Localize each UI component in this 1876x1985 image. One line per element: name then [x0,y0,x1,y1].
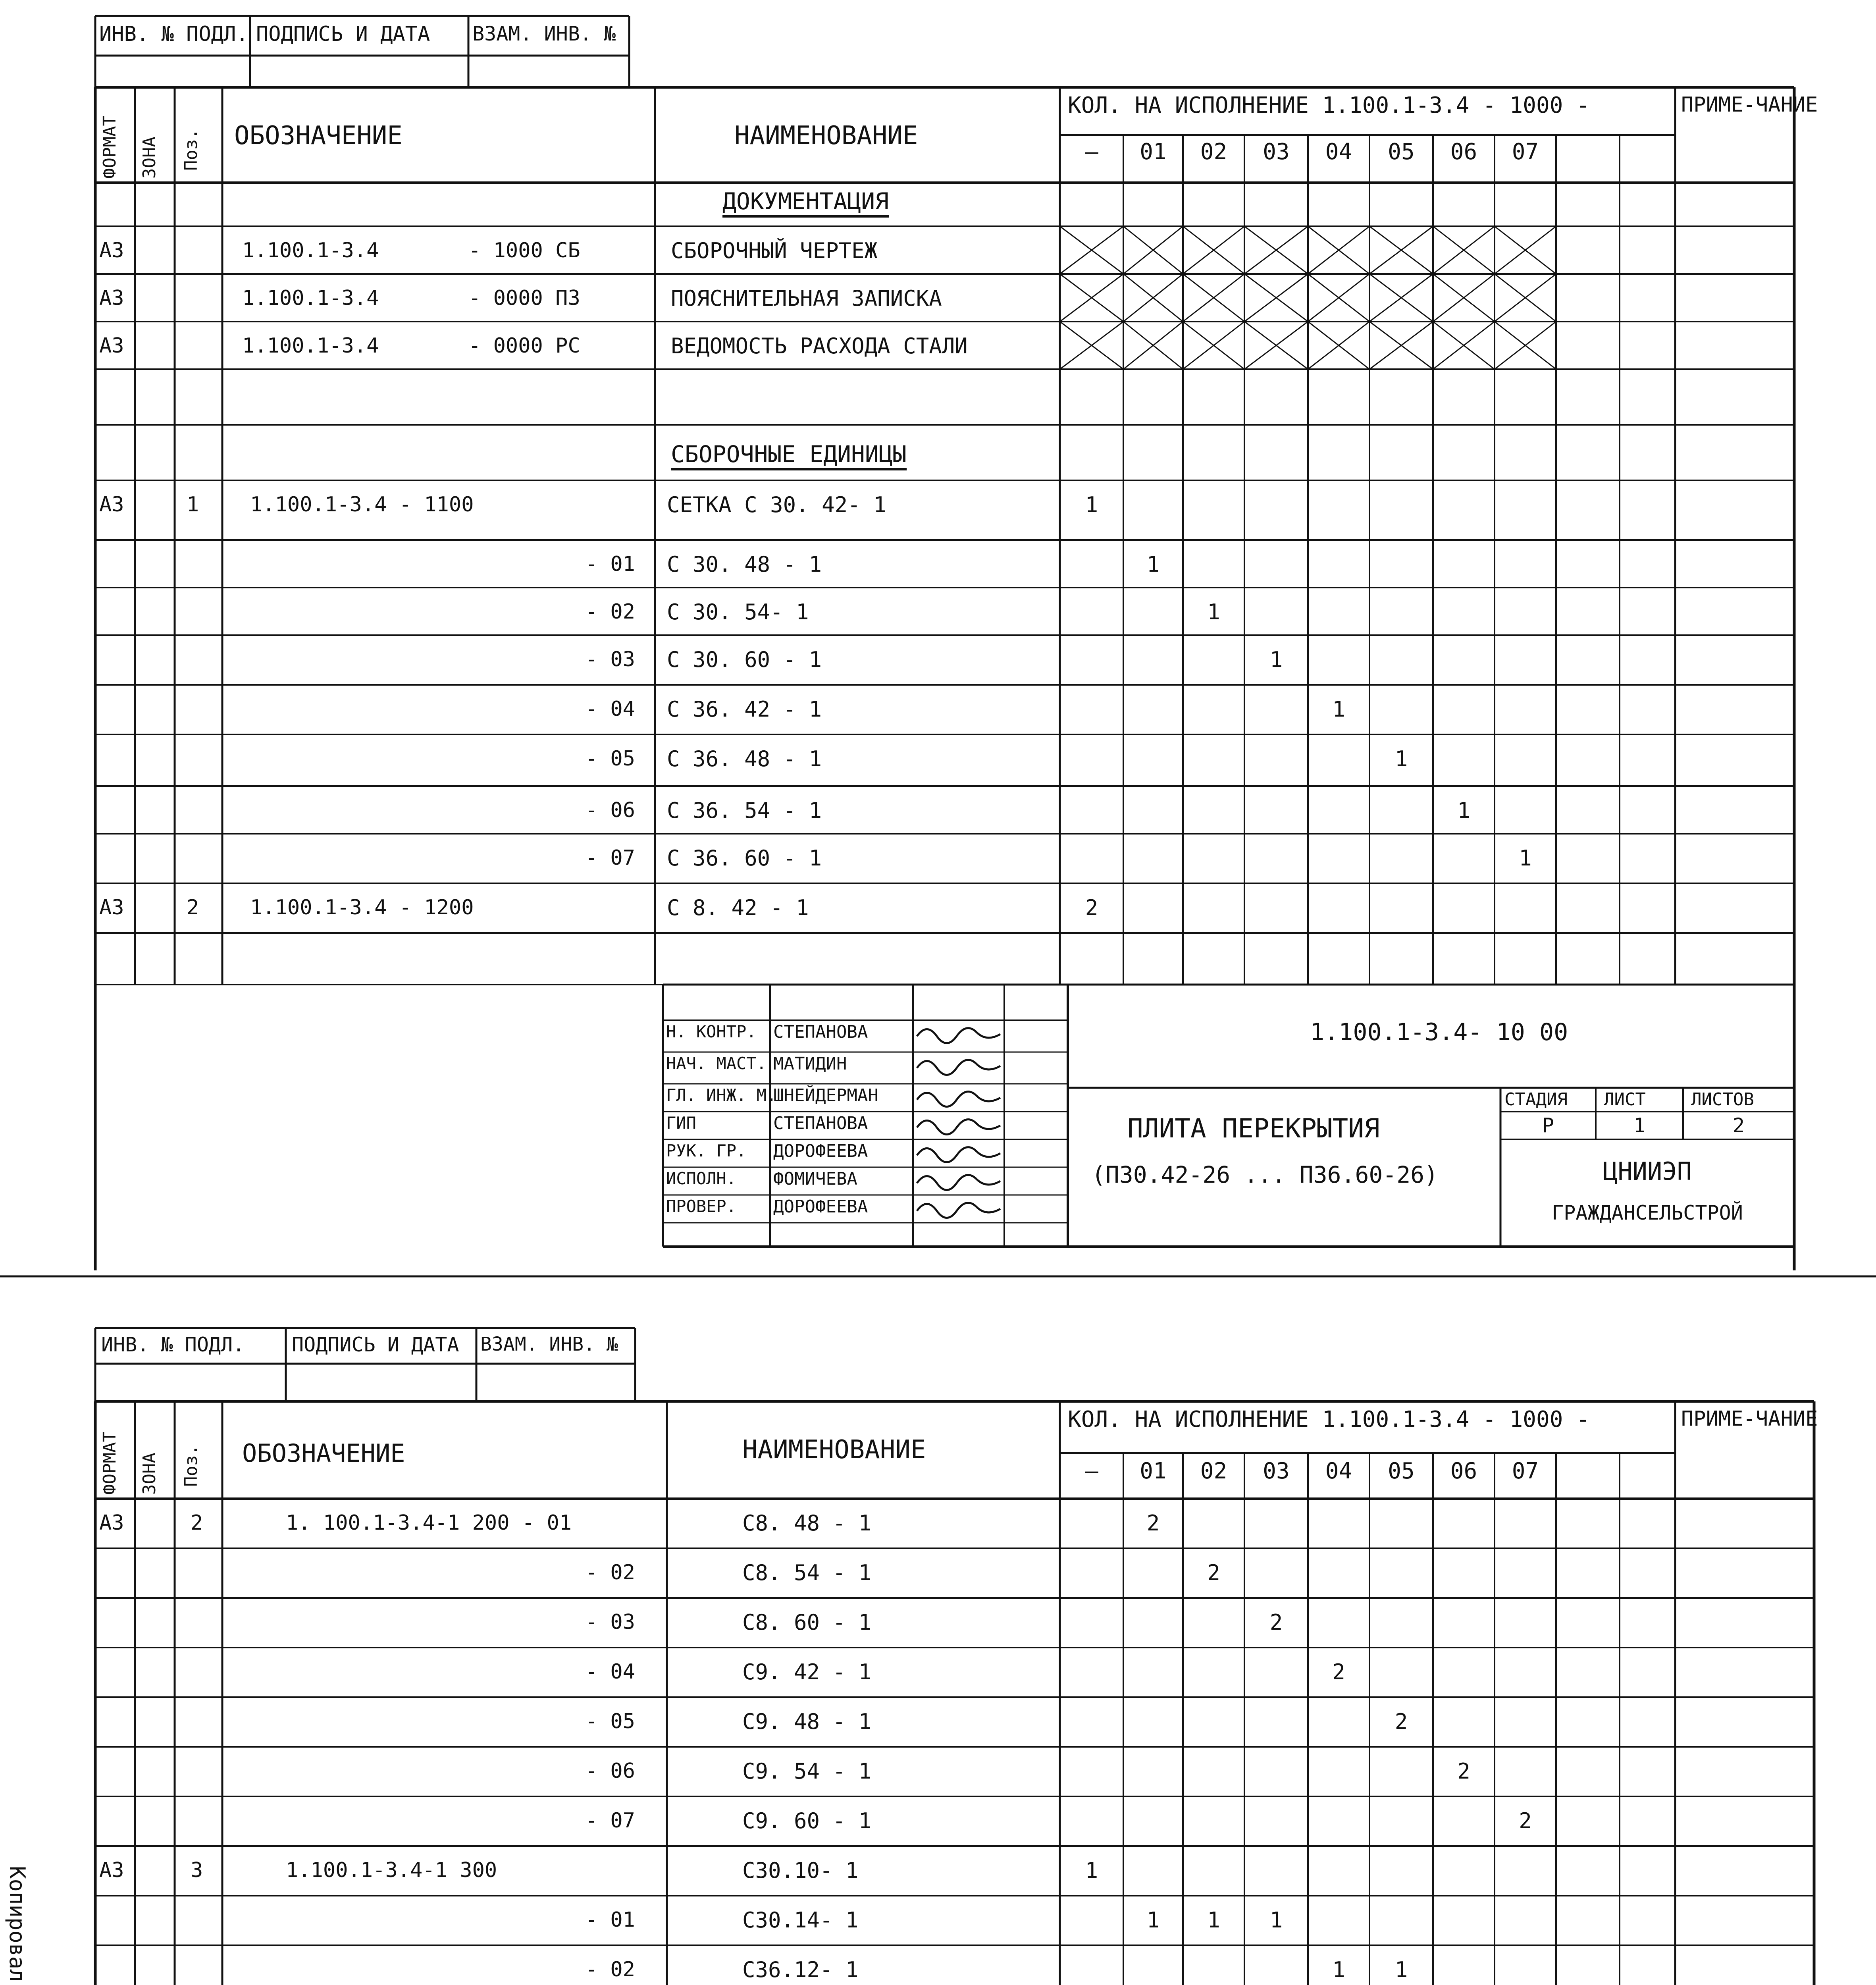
tb-name: ШНЕЙДЕРМАН [773,1085,878,1106]
tb-name: ДОРОФЕЕВА [773,1141,868,1161]
tb-sheets: 2 [1732,1114,1745,1137]
hdr-designation: ОБОЗНАЧЕНИЕ [234,121,403,150]
row-name: С 30. 48 - 1 [667,552,822,577]
signature-mark [917,1028,1000,1043]
exec-col-5: 05 [1388,139,1415,165]
exec2-col-6: 06 [1450,1458,1477,1484]
margin-copied: Копировал [5,1866,30,1982]
doc-suffix: - 0000 ПЗ [468,286,580,310]
row2-format: А3 [99,1858,124,1882]
exec2-col-7: 07 [1512,1458,1539,1484]
row2-designation: - 04 [585,1660,635,1684]
row2-name: С30.10- 1 [742,1858,859,1883]
exec-col-3: 03 [1263,139,1290,165]
doc-name: ВЕДОМОСТЬ РАСХОДА СТАЛИ [671,333,968,358]
exec-col-4: 04 [1325,139,1352,165]
row-qty: 1 [1457,798,1470,823]
row2-designation: - 06 [585,1759,635,1783]
stamp2-vzam-inv: ВЗАМ. ИНВ. № [480,1333,618,1355]
row-name: С 36. 54 - 1 [667,798,822,823]
exec-col-1: 01 [1140,139,1167,165]
hdr-format: ФОРМАТ [100,116,120,179]
row-format: А3 [99,896,124,919]
row-qty: 1 [1519,846,1532,871]
row2-qty: 2 [1519,1808,1532,1833]
row2-name: С8. 54 - 1 [742,1560,872,1585]
row-designation: - 06 [585,798,635,822]
row-designation: - 03 [585,648,635,671]
row-qty: 1 [1269,647,1283,672]
tb-stage-label: СТАДИЯ [1504,1089,1568,1110]
tb-org1: ЦНИИЭП [1603,1157,1692,1186]
doc-format: А3 [99,286,124,310]
row2-designation: - 05 [585,1709,635,1733]
row-name: СЕТКА С 30. 42- 1 [667,492,886,517]
row-name: С 36. 42 - 1 [667,697,822,722]
row-name: С 30. 54- 1 [667,599,809,624]
row-name: С 36. 60 - 1 [667,846,822,871]
row-qty: 1 [1394,746,1408,771]
row2-designation: - 02 [585,1958,635,1981]
exec-col-2: 02 [1200,139,1227,165]
stamp2-sign-date: ПОДПИСЬ И ДАТА [292,1333,459,1356]
tb-name: ДОРОФЕЕВА [773,1197,868,1217]
signature-mark [917,1120,1000,1135]
doc-suffix: - 0000 РС [468,334,580,358]
row2-qty: 1 [1269,1908,1283,1933]
tb-name: СТЕПАНОВА [773,1113,868,1133]
tb-stage: Р [1542,1114,1554,1137]
row-format: А3 [99,493,124,516]
tb-sheet: 1 [1633,1114,1646,1137]
row-designation: - 05 [585,747,635,771]
row2-format: А3 [99,1511,124,1535]
tb-sheet-label: ЛИСТ [1604,1089,1646,1110]
row2-pos: 2 [191,1511,203,1535]
row2-qty: 2 [1332,1659,1345,1684]
row2-qty: 1 [1332,1957,1345,1982]
tb-role: ГИП [666,1113,696,1133]
tb-name: СТЕПАНОВА [773,1022,868,1042]
tb-role: НАЧ. МАСТ. [666,1054,767,1073]
row2-name: С9. 60 - 1 [742,1808,872,1833]
tb-title: ПЛИТА ПЕРЕКРЫТИЯ [1127,1113,1380,1144]
hdr2-format: ФОРМАТ [100,1432,120,1495]
stamp2-inv-no: ИНВ. № ПОДЛ. [101,1333,245,1356]
row2-name: С9. 42 - 1 [742,1659,872,1684]
row2-qty: 1 [1394,1957,1408,1982]
doc-suffix: - 1000 СБ [468,239,580,262]
row2-designation: - 07 [585,1809,635,1833]
row2-qty: 2 [1146,1511,1160,1536]
stamp-sign-date: ПОДПИСЬ И ДАТА [256,22,430,46]
doc-name: СБОРОЧНЫЙ ЧЕРТЕЖ [671,238,878,263]
doc-designation: 1.100.1-3.4 [242,239,379,262]
section-docs: ДОКУМЕНТАЦИЯ [722,190,889,218]
hdr-note: ПРИМЕ-ЧАНИЕ [1681,93,1818,117]
row-qty: 1 [1085,492,1098,517]
row2-qty: 2 [1457,1759,1470,1784]
tb-role: ИСПОЛН. [666,1169,737,1188]
doc-format: А3 [99,239,124,262]
row2-qty: 1 [1146,1908,1160,1933]
hdr-name: НАИМЕНОВАНИЕ [734,121,918,150]
row2-name: С8. 60 - 1 [742,1610,872,1635]
row2-name: С8. 48 - 1 [742,1511,872,1536]
row-name: С 36. 48 - 1 [667,746,822,771]
row-designation: - 07 [585,846,635,870]
row-name: С 8. 42 - 1 [667,895,809,920]
stamp-inv-no: ИНВ. № ПОДЛ. [99,22,248,46]
hdr2-note: ПРИМЕ-ЧАНИЕ [1681,1407,1818,1431]
stamp-vzam-inv: ВЗАМ. ИНВ. № [472,22,616,45]
tb-role: ПРОВЕР. [666,1197,737,1216]
row2-qty: 1 [1207,1908,1220,1933]
row2-qty: 1 [1085,1858,1098,1883]
row-designation: - 02 [585,600,635,624]
tb-name: ФОМИЧЕВА [773,1169,857,1189]
hdr-qty-title: КОЛ. НА ИСПОЛНЕНИЕ 1.100.1-3.4 - 1000 - [1068,93,1590,118]
exec2-col-3: 03 [1263,1458,1290,1484]
tb-role: Н. КОНТР. [666,1022,757,1041]
row2-name: С9. 48 - 1 [742,1709,872,1734]
exec-col-0: — [1085,139,1098,165]
signature-mark [917,1175,1000,1190]
tb-subtitle: (П30.42-26 ... П36.60-26) [1092,1161,1438,1188]
doc-designation: 1.100.1-3.4 [242,334,379,358]
doc-name: ПОЯСНИТЕЛЬНАЯ ЗАПИСКА [671,286,942,311]
row2-qty: 2 [1207,1560,1220,1585]
hdr-pos: Поз. [181,129,201,171]
section-units: СБОРОЧНЫЕ ЕДИНИЦЫ [671,443,907,470]
tb-org2: ГРАЖДАНСЕЛЬСТРОЙ [1552,1201,1743,1224]
row2-designation: - 03 [585,1610,635,1634]
doc-format: А3 [99,334,124,358]
row2-designation: 1.100.1-3.4-1 300 [286,1858,497,1882]
row2-pos: 3 [191,1858,203,1882]
hdr2-zone: ЗОНА [139,1453,160,1495]
row-pos: 1 [187,493,199,516]
row-designation: 1.100.1-3.4 - 1100 [250,493,474,516]
row2-name: С30.14- 1 [742,1908,859,1933]
row2-designation: - 01 [585,1908,635,1932]
signature-mark [917,1092,1000,1107]
row-qty: 2 [1085,895,1098,920]
row-pos: 2 [187,896,199,919]
row-qty: 1 [1146,552,1160,577]
exec2-col-4: 04 [1325,1458,1352,1484]
exec2-col-5: 05 [1388,1458,1415,1484]
row2-name: С36.12- 1 [742,1957,859,1982]
exec2-col-1: 01 [1140,1458,1167,1484]
row-qty: 1 [1207,599,1220,624]
exec-col-6: 06 [1450,139,1477,165]
row-designation: - 01 [585,552,635,576]
row2-qty: 2 [1269,1610,1283,1635]
hdr2-pos: Поз. [181,1445,201,1487]
signature-mark [917,1203,1000,1218]
row-designation: 1.100.1-3.4 - 1200 [250,896,474,919]
tb-sheets-label: ЛИСТОВ [1691,1089,1754,1110]
hdr2-qty-title: КОЛ. НА ИСПОЛНЕНИЕ 1.100.1-3.4 - 1000 - [1068,1407,1590,1432]
exec2-col-2: 02 [1200,1458,1227,1484]
row-designation: - 04 [585,697,635,721]
tb-name: МАТИДИН [773,1054,847,1074]
row2-qty: 2 [1394,1709,1408,1734]
row2-name: С9. 54 - 1 [742,1759,872,1784]
signature-mark [917,1147,1000,1162]
tb-role: ГЛ. ИНЖ. М. [666,1085,777,1105]
signature-mark [917,1060,1000,1075]
row-qty: 1 [1332,697,1345,722]
doc-designation: 1.100.1-3.4 [242,286,379,310]
hdr-zone: ЗОНА [139,137,160,179]
row2-designation: 1. 100.1-3.4-1 200 - 01 [286,1511,572,1535]
exec2-col-0: — [1085,1458,1098,1484]
row2-designation: - 02 [585,1561,635,1584]
hdr2-name: НАИМЕНОВАНИЕ [742,1435,926,1465]
tb-code: 1.100.1-3.4- 10 00 [1310,1018,1568,1046]
row-name: С 30. 60 - 1 [667,647,822,672]
hdr2-designation: ОБОЗНАЧЕНИЕ [242,1439,405,1468]
exec-col-7: 07 [1512,139,1539,165]
tb-role: РУК. ГР. [666,1141,747,1160]
